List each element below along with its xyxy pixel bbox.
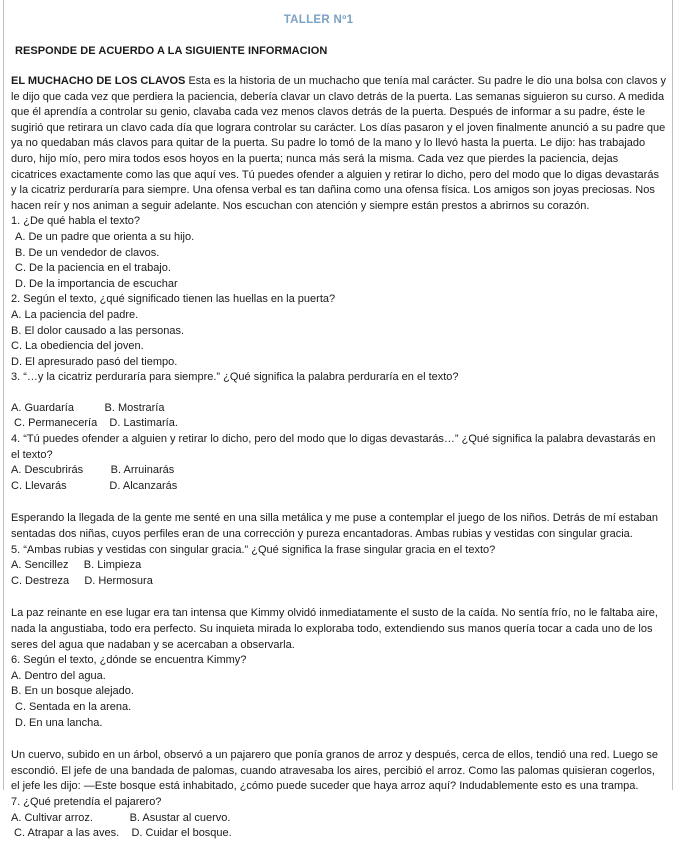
- reading-passage-4: Un cuervo, subido en un árbol, observó a un pajarero que ponía granos de arroz y después, cerca de ellos, tendió una red. Luego se escondió. El jefe de una bandada de palomas, cuando atravesaba los aires, percibió el arroz. Como las palomas quisieran cogerlos, el jefe les dijo: —Este bosque está inhabitado, ¿cómo puede suceder que haya arroz aquí? Indudablemente esto es una trampa.: [11, 749, 658, 793]
- question-7-options-row-1[interactable]: A. Cultivar arroz. B. Asustar al cuervo.: [11, 811, 231, 824]
- question-2-text: 2. Según el texto, ¿qué significado tienen las huellas en la puerta?: [11, 293, 336, 306]
- question-3-options-row-1[interactable]: A. Guardaría B. Mostraría: [11, 401, 165, 414]
- reading-passage-3: La paz reinante en ese lugar era tan intensa que Kimmy olvidó inmediatamente el susto de la caída. No sentía frío, no le faltaba aire, nada la angustiaba, todo era perfecto. Su inquieta mirada lo exploraba todo, extendiendo sus manos quería tocar a cada uno de los seres del agua que nadaban y se acercaban a observarla.: [11, 607, 658, 651]
- question-1-text: 1. ¿De qué habla el texto?: [11, 215, 141, 228]
- question-1-option-a[interactable]: A. De un padre que orienta a su hijo.: [15, 230, 195, 243]
- question-5-text: 5. “Ambas rubias y vestidas con singular gracia.” ¿Qué significa la frase singular gracia en el texto?: [11, 543, 496, 556]
- question-4-text: 4. “Tú puedes ofender a alguien y retirar lo dicho, pero del modo que lo digas devastarás…” ¿Qué significa la palabra devastarás en el texto?: [11, 433, 656, 461]
- question-2-option-d[interactable]: D. El apresurado pasó del tiempo.: [11, 355, 178, 368]
- reading-passage-2: Esperando la llegada de la gente me senté en una silla metálica y me puse a contemplar el juego de los niños. Detrás de mí estaban sentadas dos niñas, cuyos perfiles eran de una corrección y pureza encantadoras. Ambas rubias y vestidas con singular gracia.: [11, 512, 658, 541]
- question-2-option-b[interactable]: B. El dolor causado a las personas.: [11, 324, 185, 337]
- question-6-option-b[interactable]: B. En un bosque alejado.: [11, 685, 134, 698]
- question-5-options-row-2[interactable]: C. Destreza D. Hermosura: [11, 574, 153, 587]
- reading-passage-1: [11, 74, 666, 214]
- question-3-text: 3. “…y la cicatriz perduraría para siempre.” ¿Qué significa la palabra perduraría en el texto?: [11, 371, 459, 384]
- question-6-option-a[interactable]: A. Dentro del agua.: [11, 669, 106, 682]
- question-4-options-row-2[interactable]: C. Llevarás D. Alcanzarás: [11, 479, 178, 492]
- question-4-options-row-1[interactable]: A. Descubrirás B. Arruinarás: [11, 464, 175, 477]
- instruction-heading: RESPONDE DE ACUERDO A LA SIGUIENTE INFORMACION: [15, 45, 328, 57]
- question-3-gap: [11, 386, 666, 401]
- question-5-options-row-1[interactable]: A. Sencillez B. Limpieza: [11, 559, 142, 572]
- question-1-option-b[interactable]: B. De un vendedor de clavos.: [15, 246, 160, 259]
- question-7-text: 7. ¿Qué pretendía el pajarero?: [11, 795, 162, 808]
- question-3-options-row-2[interactable]: C. Permanecería D. Lastimaría.: [11, 417, 178, 430]
- question-7-options-row-2[interactable]: C. Atrapar a las aves. D. Cuidar el bosque.: [11, 827, 232, 840]
- document-content: [11, 0, 666, 842]
- question-1-option-d[interactable]: D. De la importancia de escuchar: [15, 277, 178, 290]
- page-title: TALLER Nº1: [283, 14, 354, 26]
- passage-1-body: Esta es la historia de un muchacho que tenía mal carácter. Su padre le dio una bolsa con clavos y le dijo que cada vez que perdiera la paciencia, debería clavar un clavo detrás de la puerta. Las semanas siguieron su curso. A medida que él aprendía a controlar su genio, clavaba cada vez menos clavos detrás de la puerta. Después de informar a su padre, éste le sugirió que retirara un clavo cada día que lograra controlar su carácter. Los días pasaron y el joven finalmente anunció a su padre que ya no quedaban más clavos para quitar de la puerta. Su padre lo tomó de la mano y lo llevó hasta la puerta. Le dijo: has trabajado duro, hijo mío, pero mira todos esos hoyos en la puerta; nunca más será la misma. Cada vez que pierdes la paciencia, dejas cicatrices exactamente como las que aquí ves. Tú puedes ofender a alguien y retirar lo dicho, pero del modo que lo digas devastarás y la cicatriz perduraría para siempre. Una ofensa verbal es tan dañina como una ofensa física. Los amigos son joyas preciosas. Nos hacen reír y nos animan a seguir adelante. Nos escuchan con atención y siempre están prestos a abrirnos su corazón.: [11, 75, 667, 212]
- question-6-option-d[interactable]: D. En una lancha.: [15, 716, 103, 729]
- question-2-option-a[interactable]: A. La paciencia del padre.: [11, 308, 139, 321]
- question-6-text: 6. Según el texto, ¿dónde se encuentra Kimmy?: [11, 654, 247, 667]
- question-2-option-c[interactable]: C. La obediencia del joven.: [11, 340, 144, 353]
- question-1-option-c[interactable]: C. De la paciencia en el trabajo.: [15, 262, 171, 275]
- question-6-option-c[interactable]: C. Sentada en la arena.: [15, 700, 132, 713]
- page-left-border: [3, 0, 4, 790]
- page-right-border: [672, 0, 673, 790]
- passage-1-title: EL MUCHACHO DE LOS CLAVOS: [11, 75, 186, 87]
